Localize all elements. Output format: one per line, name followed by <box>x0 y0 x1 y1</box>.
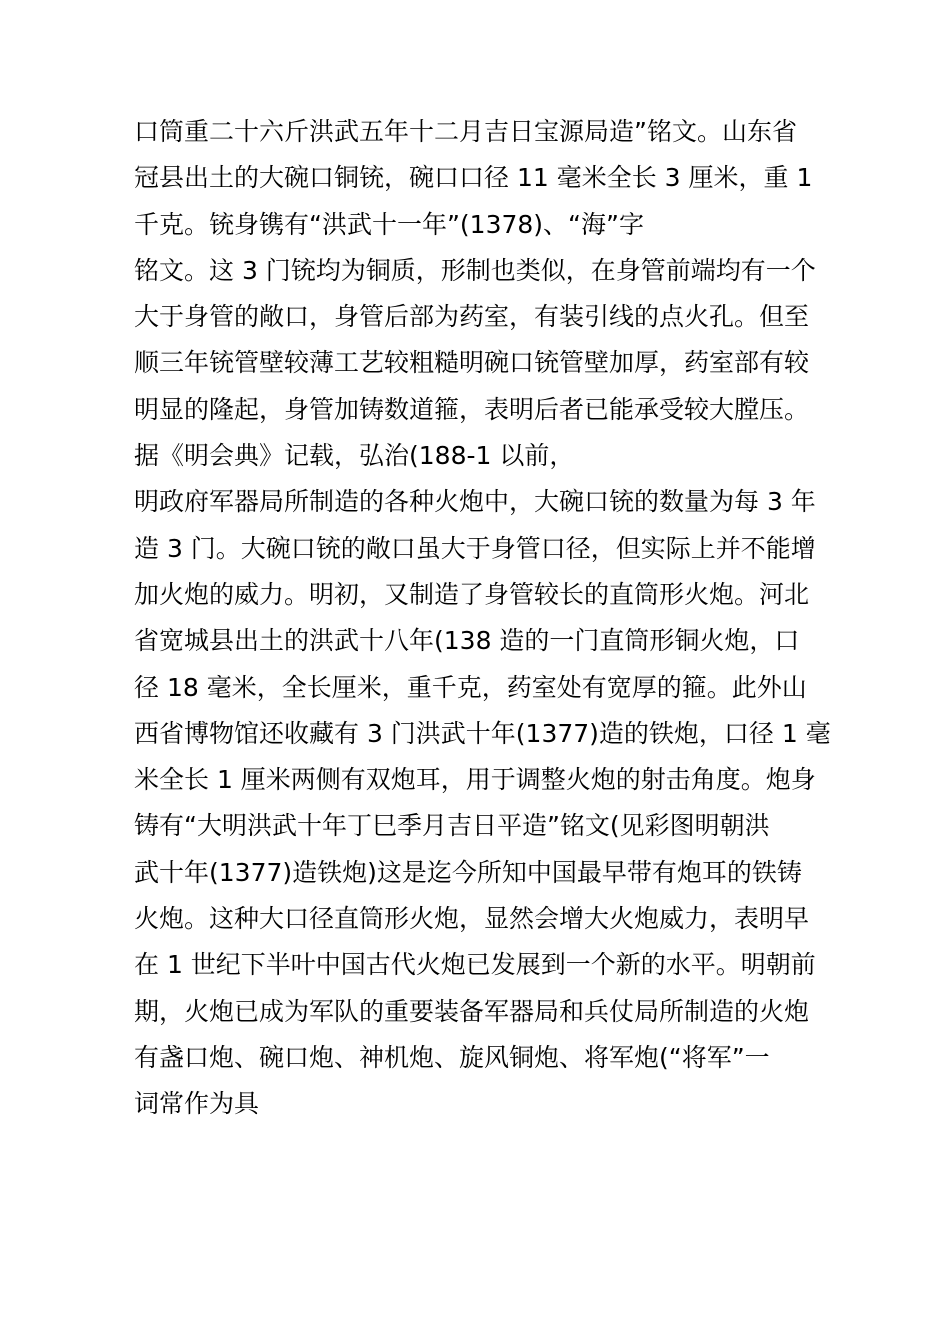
text-line: 米全长 1 厘米两侧有双炮耳，用于调整火炮的射击角度。炮身 <box>134 765 816 795</box>
text-line: 在 1 世纪下半叶中国古代火炮已发展到一个新的水平。明朝前 <box>134 950 816 980</box>
text-line: 西省博物馆还收藏有 3 门洪武十年(1377)造的铁炮，口径 1 毫 <box>134 718 831 748</box>
text-line: 铭文。这 3 门铳均为铜质，形制也类似，在身管前端均有一个 <box>134 255 816 285</box>
text-line: 冠县出土的大碗口铜铳，碗口口径 11 毫米全长 3 厘米，重 1 <box>134 163 813 193</box>
text-line: 词常作为具 <box>134 1089 260 1119</box>
text-line: 有盏口炮、碗口炮、神机炮、旋风铜炮、将军炮(“将军”一 <box>134 1042 770 1072</box>
text-line: 加火炮的威力。明初，又制造了身管较长的直筒形火炮。河北 <box>134 579 810 609</box>
text-line: 据《明会典》记载，弘治(188-1 以前， <box>134 441 575 471</box>
text-line: 期，火炮已成为军队的重要装备军器局和兵仗局所制造的火炮 <box>134 996 810 1026</box>
text-line: 造 3 门。大碗口铳的敞口虽大于身管口径，但实际上并不能增 <box>134 533 816 563</box>
text-line: 武十年(1377)造铁炮)这是迄今所知中国最早带有炮耳的铁铸 <box>134 857 802 887</box>
text-line: 省宽城县出土的洪武十八年(138 造的一门直筒形铜火炮，口 <box>134 626 800 656</box>
text-line: 大于身管的敞口，身管后部为药室，有装引线的点火孔。但至 <box>134 302 810 332</box>
text-line: 火炮。这种大口径直筒形火炮，显然会增大火炮威力，表明早 <box>134 904 810 934</box>
text-line: 铸有“大明洪武十年丁巳季月吉日平造”铭文(见彩图明朝洪 <box>134 811 770 841</box>
text-line: 明显的隆起，身管加铸数道箍，表明后者已能承受较大膛压。 <box>134 394 810 424</box>
text-line: 顺三年铳管壁较薄工艺较粗糙明碗口铳管壁加厚，药室部有较 <box>134 348 810 378</box>
text-line: 千克。铳身镌有“洪武十一年”(1378)、“海”字 <box>134 209 644 239</box>
body-text <box>134 109 834 1128</box>
text-line: 径 18 毫米，全长厘米，重千克，药室处有宽厚的箍。此外山 <box>134 672 807 702</box>
text-line: 口筒重二十六斤洪武五年十二月吉日宝源局造”铭文。山东省 <box>134 117 797 146</box>
text-line: 明政府军器局所制造的各种火炮中，大碗口铳的数量为每 3 年 <box>134 487 816 517</box>
